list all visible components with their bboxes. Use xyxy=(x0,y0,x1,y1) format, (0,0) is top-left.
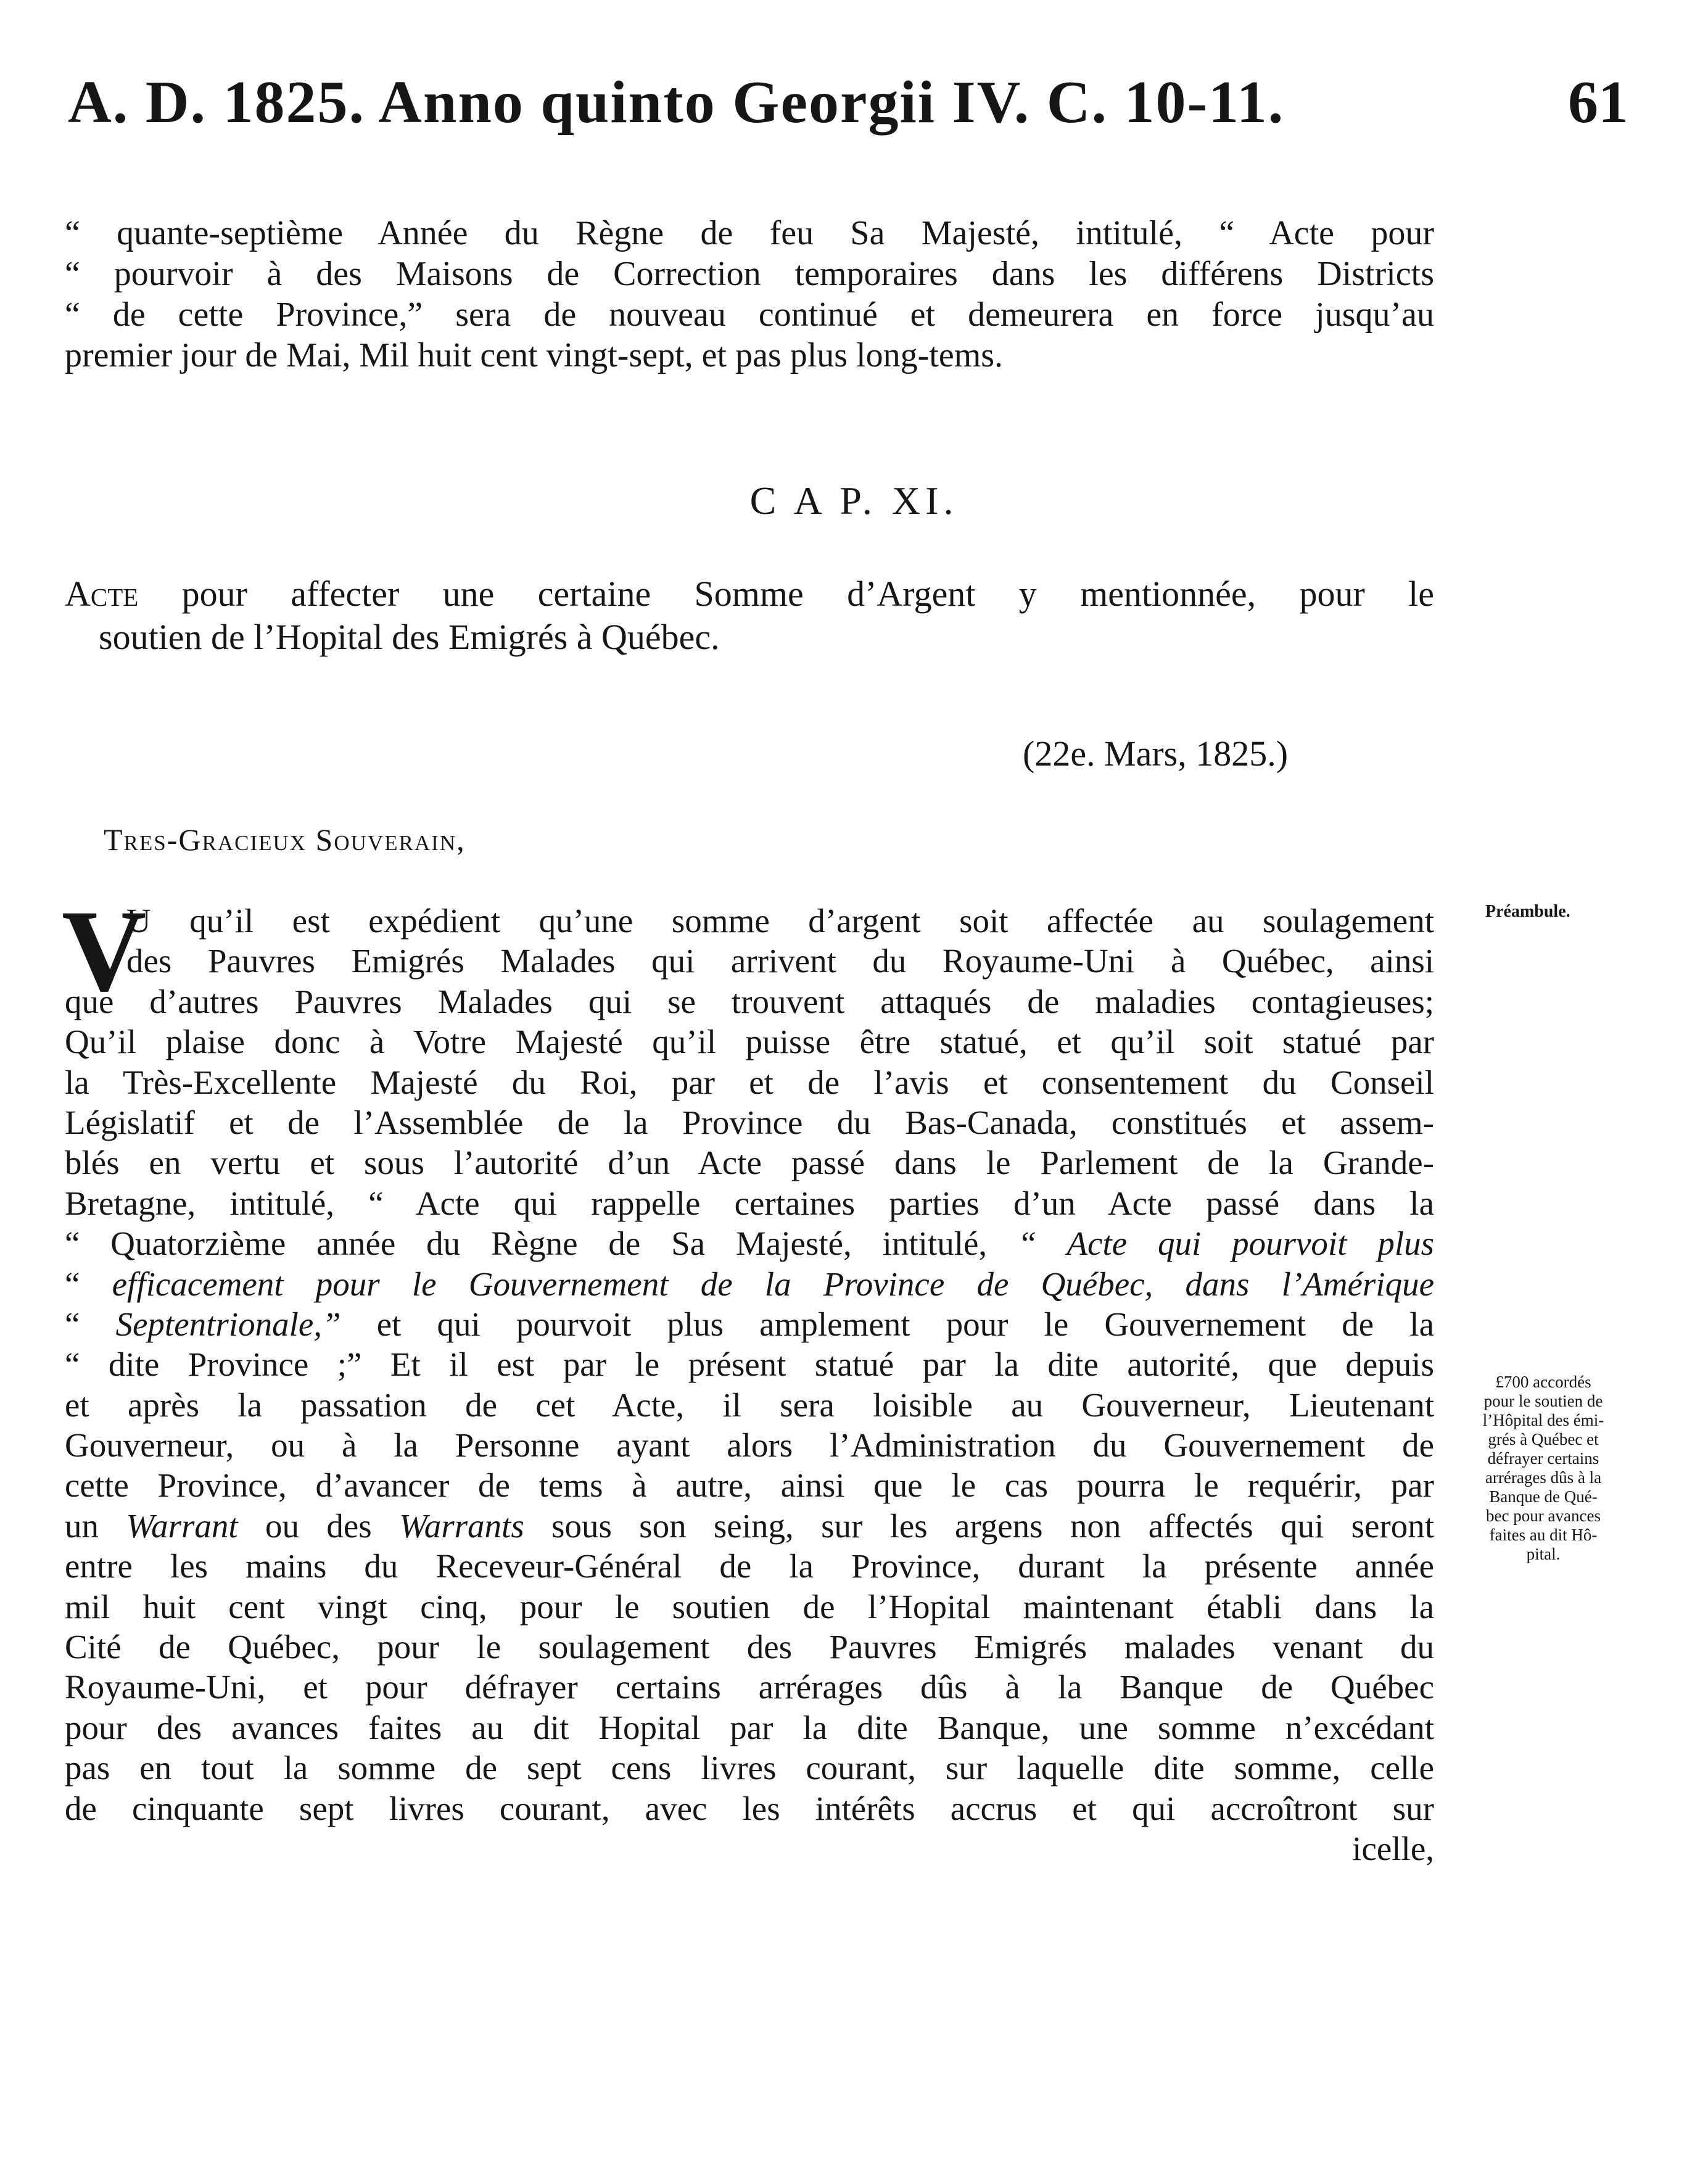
margin-note-line: £700 accordés xyxy=(1495,1373,1591,1391)
header-title: A. D. 1825. Anno quinto Georgii IV. C. 10-11. xyxy=(68,69,1285,136)
text-line: cette Province, d’avancer de tems à autre, ainsi que le cas pourra le requérir, par xyxy=(65,1466,1434,1505)
text-line: Qu’il plaise donc à Votre Majesté qu’il puisse être statué, et qu’il soit statué par xyxy=(65,1023,1434,1061)
margin-note-line: arrérages dûs à la xyxy=(1485,1468,1602,1487)
text-line: Bretagne, intitulé, “ Acte qui rappelle certaines parties d’un Acte passé dans la xyxy=(65,1184,1434,1222)
act-title xyxy=(65,572,1434,659)
text-line: icelle, xyxy=(1352,1829,1434,1867)
text-line: des Pauvres Emigrés Malades qui arrivent du Royaume-Uni à Québec, ainsi xyxy=(126,942,1434,980)
text-line xyxy=(65,1506,1434,1546)
text-line: U qu’il est expédient qu’une somme d’argent soit affectée au soulagement xyxy=(126,902,1434,940)
text-segment: et qui pourvoit plus amplement pour le Gouvernement de la xyxy=(340,1305,1434,1343)
text-line: pas en tout la somme de sept cens livres courant, sur laquelle dite somme, celle xyxy=(65,1749,1434,1787)
act-word: Acte xyxy=(65,574,139,614)
drop-cap: V xyxy=(62,886,147,1016)
act-title-rest: pour affecter une certaine Somme d’Argent y mentionnée, pour le xyxy=(138,574,1434,614)
text-line: que d’autres Pauvres Malades qui se trouvent attaqués de maladies contagieuses; xyxy=(65,982,1434,1020)
margin-note-line: défrayer certains xyxy=(1487,1449,1599,1468)
margin-note-line: l’Hôpital des émi- xyxy=(1482,1411,1604,1429)
text-line: blés en vertu et sous l’autorité d’un Acte passé dans le Parlement de la Grande- xyxy=(65,1144,1434,1182)
act-date: (22e. Mars, 1825.) xyxy=(1023,733,1289,774)
text-line: “ pourvoir à des Maisons de Correction temporaires dans les différens Districts xyxy=(65,255,1434,293)
text-line: et après la passation de cet Acte, il sera loisible au Gouverneur, Lieutenant xyxy=(65,1386,1434,1424)
margin-note-line: faites au dit Hô- xyxy=(1489,1526,1598,1544)
act-title-line: soutien de l’Hopital des Emigrés à Québec. xyxy=(99,617,720,657)
text-line xyxy=(65,1304,1434,1344)
text-segment: sous son seing, sur les argens non affectés qui seront xyxy=(524,1506,1434,1545)
text-line: Cité de Québec, pour le soulagement des Pauvres Emigrés malades venant du xyxy=(65,1628,1434,1666)
text-line: premier jour de Mai, Mil huit cent vingt-sept, et pas plus long-tems. xyxy=(65,336,1004,374)
text-line: Royaume-Uni, et pour défrayer certains arrérages dûs à la Banque de Québec xyxy=(65,1668,1434,1706)
text-line: “ quante-septième Année du Règne de feu Sa Majesté, intitulé, “ Acte pour xyxy=(65,214,1434,252)
salutation: Tres-Gracieux Souverain, xyxy=(104,822,466,857)
italic-segment: Septentrionale,” xyxy=(115,1305,341,1343)
act-title-line xyxy=(65,572,1434,616)
margin-note-line: bec pour avances xyxy=(1486,1506,1601,1525)
italic-segment: Warrants xyxy=(398,1506,524,1545)
text-line: Gouverneur, ou à la Personne ayant alors l’Administration du Gouvernement de xyxy=(65,1426,1434,1465)
italic-segment: “ Acte qui pourvoit plus xyxy=(1018,1225,1435,1263)
text-line xyxy=(65,1264,1434,1304)
text-line: “ dite Province ;” Et il est par le présent statué par la dite autorité, que depuis xyxy=(65,1345,1434,1384)
italic-segment: efficacement pour le Gouvernement de la Province de Québec, dans l’Amérique xyxy=(112,1265,1434,1303)
page-number: 61 xyxy=(1568,69,1628,136)
text-segment: ou des xyxy=(237,1506,399,1545)
text-line: “ de cette Province,” sera de nouveau continué et demeurera en force jusqu’au xyxy=(65,295,1434,334)
text-segment: un xyxy=(65,1506,126,1545)
text-line: pour des avances faites au dit Hopital par la dite Banque, une somme n’excédant xyxy=(65,1708,1434,1746)
text-segment: “ Quatorzième année du Règne de Sa Majesté, intitulé, xyxy=(65,1225,1018,1263)
text-line: mil huit cent vingt cinq, pour le soutien de l’Hopital maintenant établi dans la xyxy=(65,1587,1434,1626)
continuation-paragraph xyxy=(65,213,1434,376)
body-paragraph xyxy=(65,901,1434,1869)
text-segment: “ xyxy=(65,1305,116,1343)
text-line: Législatif et de l’Assemblée de la Province du Bas-Canada, constitués et assem- xyxy=(65,1103,1434,1141)
text-line: de cinquante sept livres courant, avec les intérêts accrus et qui accroîtront sur xyxy=(65,1789,1434,1827)
margin-note xyxy=(1451,1373,1636,1564)
margin-note-line: pour le soutien de xyxy=(1483,1392,1603,1410)
text-line: la Très-Excellente Majesté du Roi, par et de l’avis et consentement du Conseil xyxy=(65,1063,1434,1101)
italic-segment: Warrant xyxy=(126,1506,238,1545)
chapter-title: C A P. XI. xyxy=(749,479,959,523)
margin-note-line: pital. xyxy=(1526,1545,1561,1563)
text-line: entre les mains du Receveur-Général de la Province, durant la présente année xyxy=(65,1547,1434,1585)
text-segment: “ xyxy=(65,1265,112,1303)
text-line xyxy=(65,1223,1434,1263)
margin-note-line: Banque de Qué- xyxy=(1489,1487,1598,1506)
running-header xyxy=(68,68,1628,142)
margin-note-preamble: Préambule. xyxy=(1485,902,1570,921)
margin-note-line: grés à Québec et xyxy=(1488,1430,1599,1448)
